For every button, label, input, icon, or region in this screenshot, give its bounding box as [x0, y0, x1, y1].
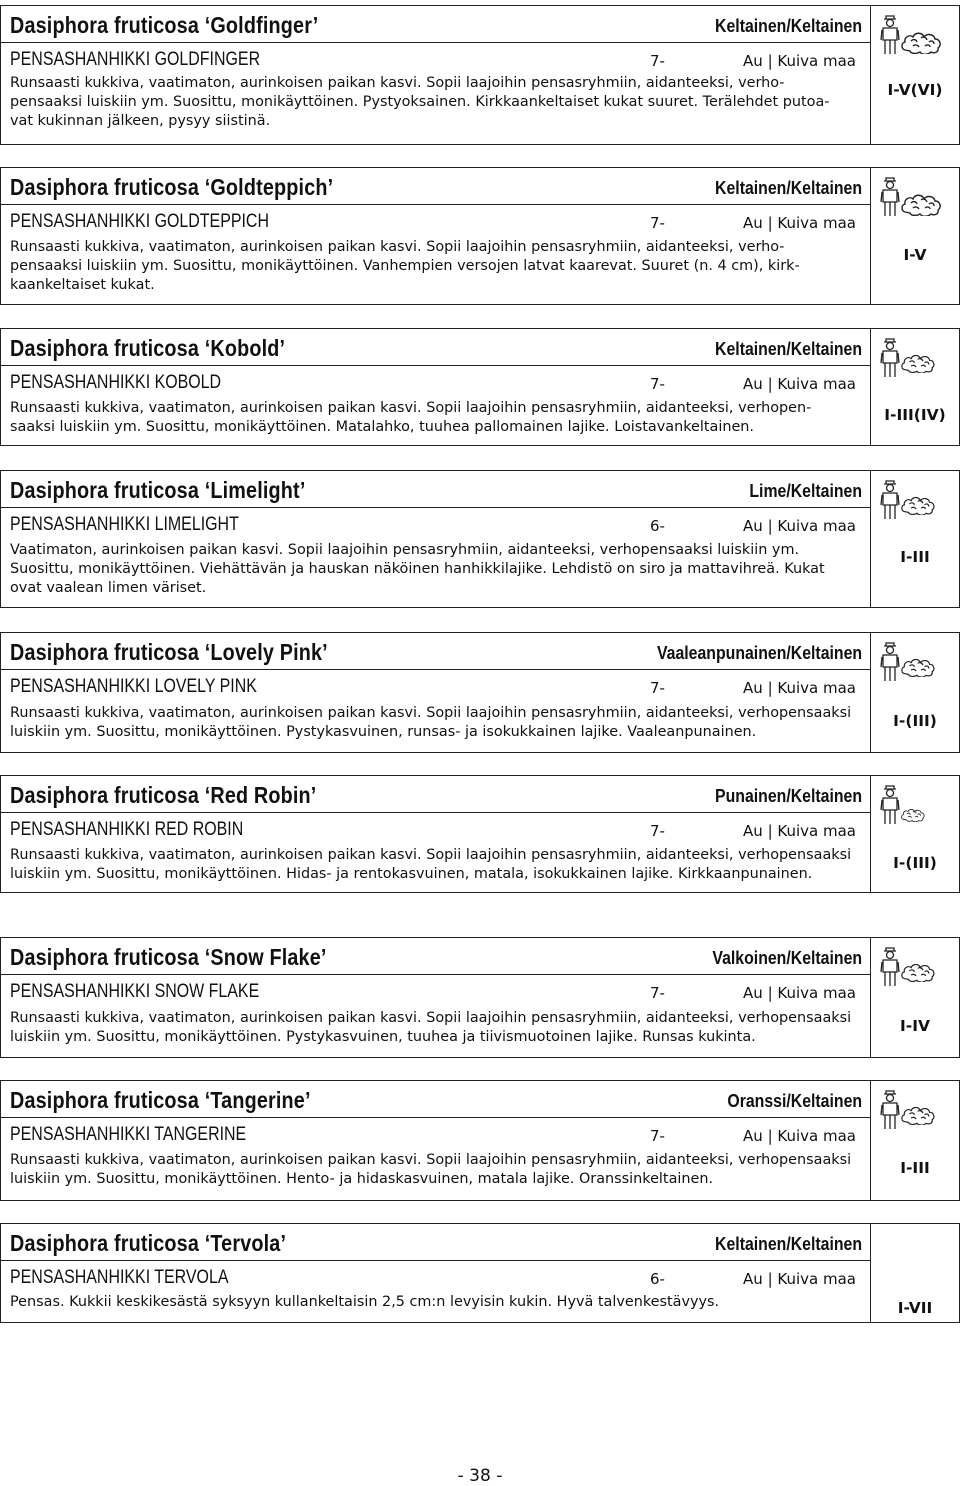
hardiness-zone: I-III — [900, 1159, 930, 1177]
height-zone: 7- — [650, 52, 665, 70]
description-line: ovat vaalean limen väriset. — [10, 580, 207, 596]
flower-foliage-color: Oranssi/Keltainen — [727, 1091, 862, 1111]
description-line: Suosittu, monikäyttöinen. Viehättävän ja hauskan näköinen hanhikkilajike. Lehdistö on siro ja mattavihreä. Kukat — [10, 561, 825, 577]
description-line: luiskiin ym. Suosittu, monikäyttöinen. Hento- ja hidaskasvuinen, matala lajike. Oranssinkeltainen. — [10, 1171, 714, 1187]
divider — [1, 669, 870, 670]
entry-main-box — [0, 1080, 871, 1201]
entry-side-box — [871, 5, 960, 145]
finnish-name: PENSASHANHIKKI LOVELY PINK — [10, 676, 257, 697]
description — [10, 1293, 860, 1312]
plant-entry — [0, 1223, 960, 1323]
divider — [1, 507, 870, 508]
icon-group — [879, 1232, 953, 1274]
soil-requirement: Au | Kuiva maa — [743, 822, 856, 840]
description-line: saaksi luiskiin ym. Suosittu, monikäyttöinen. Matalahko, tuuhea pallomainen lajike. Loistavankeltainen. — [10, 419, 754, 435]
icon-group — [879, 946, 953, 988]
entry-main-box — [0, 632, 871, 753]
description-line: Runsaasti kukkiva, vaatimaton, aurinkoisen paikan kasvi. Sopii laajoihin pensasryhmiin, aidanteeksi, verhopensaaksi — [10, 1010, 852, 1026]
gardener-icon — [879, 337, 901, 383]
plant-entry — [0, 632, 960, 753]
soil-requirement: Au | Kuiva maa — [743, 52, 856, 70]
height-zone: 6- — [650, 517, 665, 535]
botanical-name: Dasiphora fruticosa ‘Limelight’ — [10, 477, 306, 503]
sub-row — [10, 372, 856, 394]
entry-main-box — [0, 775, 871, 893]
sub-row — [10, 1124, 856, 1146]
entry-main-box — [0, 937, 871, 1058]
hardiness-zone: I-VII — [897, 1299, 933, 1317]
entry-side-box — [871, 1080, 960, 1201]
entry-main-box — [0, 167, 871, 305]
title-row — [10, 944, 862, 976]
entry-main-box — [0, 1223, 871, 1323]
description-line: kaankeltaiset kukat. — [10, 277, 155, 293]
entry-side-box — [871, 775, 960, 893]
botanical-name: Dasiphora fruticosa ‘Goldteppich’ — [10, 174, 334, 200]
description-line: luiskiin ym. Suosittu, monikäyttöinen. Hidas- ja rentokasvuinen, matala, isokukkainen lajike. Kirkkaanpunainen. — [10, 866, 813, 882]
finnish-name: PENSASHANHIKKI RED ROBIN — [10, 819, 244, 840]
description — [10, 399, 860, 437]
height-zone: 7- — [650, 984, 665, 1002]
title-row — [10, 1230, 862, 1262]
gardener-icon — [879, 784, 901, 830]
height-zone: 6- — [650, 1270, 665, 1288]
description-line: luiskiin ym. Suosittu, monikäyttöinen. Pystykasvuinen, runsas- ja isokukkainen lajike. Vaaleanpunainen. — [10, 724, 757, 740]
gardener-icon — [879, 176, 901, 222]
soil-requirement: Au | Kuiva maa — [743, 984, 856, 1002]
height-zone: 7- — [650, 822, 665, 840]
finnish-name: PENSASHANHIKKI GOLDTEPPICH — [10, 211, 269, 232]
botanical-name: Dasiphora fruticosa ‘Red Robin’ — [10, 782, 317, 808]
divider — [1, 812, 870, 813]
sub-row — [10, 676, 856, 698]
entry-side-box — [871, 1223, 960, 1323]
sub-row — [10, 211, 856, 233]
title-row — [10, 1087, 862, 1119]
description-line: Runsaasti kukkiva, vaatimaton, aurinkoisen paikan kasvi. Sopii laajoihin pensasryhmiin, aidanteeksi, verho- — [10, 239, 785, 255]
description-line: vat kukinnan jälkeen, pysyy siistinä. — [10, 113, 271, 129]
title-row — [10, 639, 862, 671]
flower-foliage-color: Keltainen/Keltainen — [714, 1234, 862, 1254]
gardener-icon — [879, 14, 901, 60]
divider — [1, 1117, 870, 1118]
shrub-small-icon — [901, 806, 927, 826]
gardener-icon — [879, 641, 901, 687]
flower-foliage-color: Keltainen/Keltainen — [714, 178, 862, 198]
hardiness-zone: I-III(IV) — [884, 406, 946, 424]
description — [10, 74, 860, 131]
entry-side-box — [871, 937, 960, 1058]
soil-requirement: Au | Kuiva maa — [743, 1270, 856, 1288]
entry-side-box — [871, 167, 960, 305]
description-line: Runsaasti kukkiva, vaatimaton, aurinkoisen paikan kasvi. Sopii laajoihin pensasryhmiin, aidanteeksi, verhopen- — [10, 400, 812, 416]
description — [10, 1151, 860, 1189]
hardiness-zone: I-III — [900, 548, 930, 566]
shrub-medium-icon — [901, 655, 938, 681]
description — [10, 1009, 860, 1047]
divider — [1, 204, 870, 205]
entry-main-box — [0, 470, 871, 608]
sub-row — [10, 981, 856, 1003]
soil-requirement: Au | Kuiva maa — [743, 214, 856, 232]
sub-row — [10, 819, 856, 841]
hardiness-zone: I-IV — [900, 1017, 930, 1035]
plant-entry — [0, 937, 960, 1058]
divider — [1, 42, 870, 43]
plant-entry — [0, 470, 960, 608]
sub-row — [10, 514, 856, 536]
shrub-medium-icon — [901, 493, 938, 519]
icon-group — [879, 14, 953, 56]
hardiness-zone: I-V — [903, 246, 927, 264]
flower-foliage-color: Keltainen/Keltainen — [714, 339, 862, 359]
shrub-medium-icon — [901, 960, 938, 986]
finnish-name: PENSASHANHIKKI TANGERINE — [10, 1124, 247, 1145]
hardiness-zone: I-(III) — [893, 712, 937, 730]
finnish-name: PENSASHANHIKKI KOBOLD — [10, 372, 222, 393]
entry-side-box — [871, 328, 960, 446]
botanical-name: Dasiphora fruticosa ‘Snow Flake’ — [10, 944, 327, 970]
entry-main-box — [0, 5, 871, 145]
icon-group — [879, 479, 953, 521]
sub-row — [10, 49, 856, 71]
icon-group — [879, 337, 953, 379]
plant-entry — [0, 775, 960, 893]
height-zone: 7- — [650, 214, 665, 232]
description — [10, 704, 860, 742]
flower-foliage-color: Valkoinen/Keltainen — [712, 948, 862, 968]
soil-requirement: Au | Kuiva maa — [743, 375, 856, 393]
divider — [1, 365, 870, 366]
botanical-name: Dasiphora fruticosa ‘Kobold’ — [10, 335, 286, 361]
height-zone: 7- — [650, 375, 665, 393]
hardiness-zone: I-(III) — [893, 854, 937, 872]
description-line: pensaaksi luiskiin ym. Suosittu, monikäyttöinen. Pystyoksainen. Kirkkaankeltaiset kukat suuret. Terälehdet putoa- — [10, 94, 830, 110]
shrub-large-icon — [901, 190, 945, 220]
height-zone: 7- — [650, 1127, 665, 1145]
description-line: Vaatimaton, aurinkoisen paikan kasvi. Sopii laajoihin pensasryhmiin, aidanteeksi, verhopensaaksi luiskiin ym. — [10, 542, 800, 558]
finnish-name: PENSASHANHIKKI GOLDFINGER — [10, 49, 261, 70]
height-zone: 7- — [650, 679, 665, 697]
icon-group — [879, 1089, 953, 1131]
botanical-name: Dasiphora fruticosa ‘Tangerine’ — [10, 1087, 311, 1113]
description-line: Runsaasti kukkiva, vaatimaton, aurinkoisen paikan kasvi. Sopii laajoihin pensasryhmiin, aidanteeksi, verho- — [10, 75, 785, 91]
divider — [1, 1260, 870, 1261]
description-line: Runsaasti kukkiva, vaatimaton, aurinkoisen paikan kasvi. Sopii laajoihin pensasryhmiin, aidanteeksi, verhopensaaksi — [10, 1152, 852, 1168]
gardener-icon — [879, 1089, 901, 1135]
finnish-name: PENSASHANHIKKI TERVOLA — [10, 1267, 229, 1288]
botanical-name: Dasiphora fruticosa ‘Lovely Pink’ — [10, 639, 328, 665]
description-line: Runsaasti kukkiva, vaatimaton, aurinkoisen paikan kasvi. Sopii laajoihin pensasryhmiin, aidanteeksi, verhopensaaksi — [10, 847, 852, 863]
icon-group — [879, 784, 953, 826]
flower-foliage-color: Keltainen/Keltainen — [714, 16, 862, 36]
gardener-icon — [879, 479, 901, 525]
shrub-medium-icon — [901, 351, 938, 377]
entry-side-box — [871, 632, 960, 753]
title-row — [10, 12, 862, 44]
flower-foliage-color: Vaaleanpunainen/Keltainen — [656, 643, 862, 663]
botanical-name: Dasiphora fruticosa ‘Goldfinger’ — [10, 12, 319, 38]
title-row — [10, 782, 862, 814]
title-row — [10, 174, 862, 206]
finnish-name: PENSASHANHIKKI LIMELIGHT — [10, 514, 239, 535]
flower-foliage-color: Punainen/Keltainen — [715, 786, 862, 806]
title-row — [10, 335, 862, 367]
gardener-icon — [879, 946, 901, 992]
flower-foliage-color: Lime/Keltainen — [749, 481, 862, 501]
sub-row — [10, 1267, 856, 1289]
title-row — [10, 477, 862, 509]
description — [10, 238, 860, 295]
shrub-medium-icon — [901, 1103, 938, 1129]
finnish-name: PENSASHANHIKKI SNOW FLAKE — [10, 981, 260, 1002]
plant-entry — [0, 5, 960, 145]
soil-requirement: Au | Kuiva maa — [743, 517, 856, 535]
divider — [1, 974, 870, 975]
soil-requirement: Au | Kuiva maa — [743, 1127, 856, 1145]
entry-main-box — [0, 328, 871, 446]
plant-entry — [0, 167, 960, 305]
icon-group — [879, 641, 953, 683]
plant-entry — [0, 328, 960, 446]
description — [10, 846, 860, 884]
soil-requirement: Au | Kuiva maa — [743, 679, 856, 697]
entry-side-box — [871, 470, 960, 608]
hardiness-zone: I-V(VI) — [887, 81, 943, 99]
icon-group — [879, 176, 953, 218]
description-line: Runsaasti kukkiva, vaatimaton, aurinkoisen paikan kasvi. Sopii laajoihin pensasryhmiin, aidanteeksi, verhopensaaksi — [10, 705, 852, 721]
shrub-large-icon — [901, 28, 945, 58]
description-line: Pensas. Kukkii keskikesästä syksyyn kullankeltaisin 2,5 cm:n levyisin kukin. Hyvä talvenkestävyys. — [10, 1294, 720, 1310]
description-line: pensaaksi luiskiin ym. Suosittu, monikäyttöinen. Vanhempien versojen latvat kaarevat. Suuret (n. 4 cm), kirk- — [10, 258, 800, 274]
description — [10, 541, 860, 598]
botanical-name: Dasiphora fruticosa ‘Tervola’ — [10, 1230, 287, 1256]
page-number: - 38 - — [457, 1466, 503, 1486]
plant-entry — [0, 1080, 960, 1201]
description-line: luiskiin ym. Suosittu, monikäyttöinen. Pystykasvuinen, tuuhea ja tiivismuotoinen lajike. Runsas kukinta. — [10, 1029, 756, 1045]
